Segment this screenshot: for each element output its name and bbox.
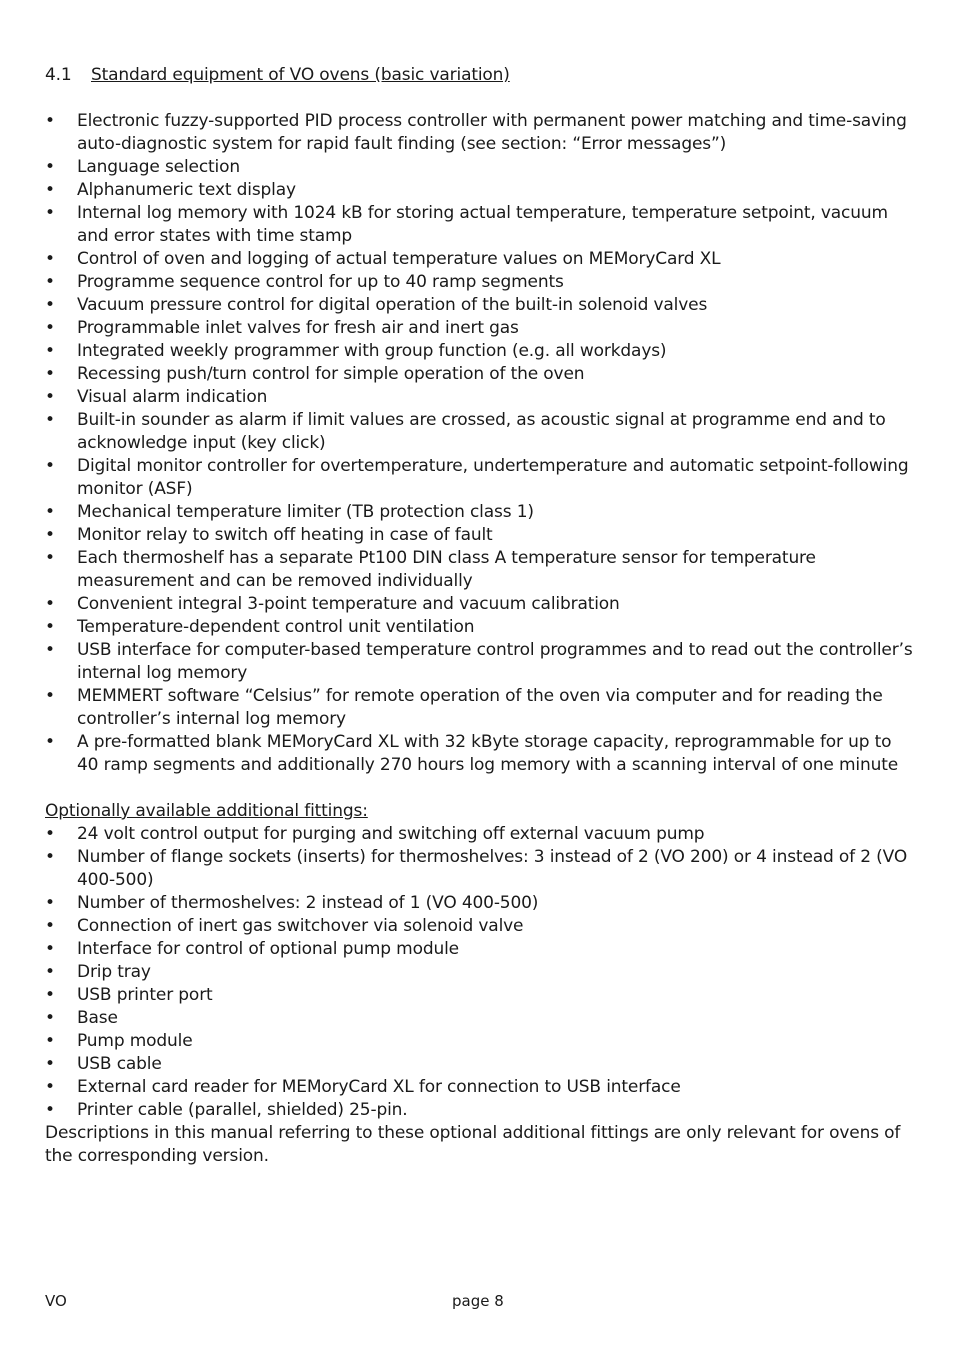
list-item bbox=[45, 1076, 915, 1099]
list-item bbox=[45, 317, 915, 340]
list-item bbox=[45, 248, 915, 271]
bullet-icon: • bbox=[45, 502, 55, 522]
list-item-text: Built-in sounder as alarm if limit values are crossed, as acoustic signal at programme end and to acknowledge input (key click) bbox=[77, 410, 886, 453]
spacer bbox=[45, 87, 915, 110]
bullet-icon: • bbox=[45, 1054, 55, 1074]
bullet-icon: • bbox=[45, 939, 55, 959]
bullet-icon: • bbox=[45, 1100, 55, 1120]
bullet-icon: • bbox=[45, 847, 55, 867]
list-item bbox=[45, 156, 915, 179]
list-item-text: Alphanumeric text display bbox=[77, 180, 296, 200]
list-item bbox=[45, 501, 915, 524]
list-item bbox=[45, 915, 915, 938]
bullet-icon: • bbox=[45, 985, 55, 1005]
bullet-icon: • bbox=[45, 272, 55, 292]
list-item-text: Electronic fuzzy-supported PID process controller with permanent power matching and time-saving auto-diagnostic system for rapid fault finding (see section: “Error messages”) bbox=[77, 111, 907, 154]
list-item bbox=[45, 593, 915, 616]
bullet-icon: • bbox=[45, 180, 55, 200]
bullet-icon: • bbox=[45, 249, 55, 269]
list-item-text: USB interface for computer-based temperature control programmes and to read out the controller’s internal log memory bbox=[77, 640, 913, 683]
list-item-text: Temperature-dependent control unit ventilation bbox=[77, 617, 475, 637]
list-item bbox=[45, 823, 915, 846]
list-item bbox=[45, 271, 915, 294]
list-item-text: Visual alarm indication bbox=[77, 387, 268, 407]
footer-page-number: page 8 bbox=[452, 1292, 504, 1310]
list-item-text: Connection of inert gas switchover via solenoid valve bbox=[77, 916, 524, 936]
bullet-icon: • bbox=[45, 824, 55, 844]
bullet-icon: • bbox=[45, 111, 55, 131]
bullet-icon: • bbox=[45, 640, 55, 660]
list-item bbox=[45, 685, 915, 731]
list-item-text: Printer cable (parallel, shielded) 25-pin. bbox=[77, 1100, 408, 1120]
list-item-text: Each thermoshelf has a separate Pt100 DIN class A temperature sensor for temperature measurement and can be removed individually bbox=[77, 548, 816, 591]
bullet-icon: • bbox=[45, 617, 55, 637]
list-item bbox=[45, 1007, 915, 1030]
list-item bbox=[45, 386, 915, 409]
bullet-icon: • bbox=[45, 893, 55, 913]
list-item bbox=[45, 731, 915, 777]
document-page bbox=[45, 64, 915, 1168]
list-item bbox=[45, 984, 915, 1007]
bullet-icon: • bbox=[45, 548, 55, 568]
bullet-icon: • bbox=[45, 157, 55, 177]
bullet-icon: • bbox=[45, 1008, 55, 1028]
bullet-icon: • bbox=[45, 962, 55, 982]
bullet-icon: • bbox=[45, 1077, 55, 1097]
list-item-text: Base bbox=[77, 1008, 118, 1028]
bullet-icon: • bbox=[45, 295, 55, 315]
list-item bbox=[45, 547, 915, 593]
list-item-text: Control of oven and logging of actual temperature values on MEMoryCard XL bbox=[77, 249, 721, 269]
list-item bbox=[45, 110, 915, 156]
footer-model: VO bbox=[45, 1292, 67, 1310]
list-item-text: A pre-formatted blank MEMoryCard XL with 32 kByte storage capacity, reprogrammable for up to 40 ramp segments and additionally 270 hours log memory with a scanning interval of one minute bbox=[77, 732, 899, 775]
list-item-text: Number of thermoshelves: 2 instead of 1 (VO 400-500) bbox=[77, 893, 539, 913]
list-item-text: 24 volt control output for purging and switching off external vacuum pump bbox=[77, 824, 705, 844]
standard-equipment-list bbox=[45, 110, 915, 777]
bullet-icon: • bbox=[45, 203, 55, 223]
list-item bbox=[45, 524, 915, 547]
list-item-text: USB printer port bbox=[77, 985, 213, 1005]
list-item bbox=[45, 455, 915, 501]
bullet-icon: • bbox=[45, 410, 55, 430]
bullet-icon: • bbox=[45, 1031, 55, 1051]
closing-note: Descriptions in this manual referring to these optional additional fittings are only relevant for ovens of the corresponding version. bbox=[45, 1123, 901, 1166]
list-item-text: Vacuum pressure control for digital operation of the built-in solenoid valves bbox=[77, 295, 708, 315]
list-item-text: Drip tray bbox=[77, 962, 151, 982]
list-item bbox=[45, 846, 915, 892]
bullet-icon: • bbox=[45, 456, 55, 476]
bullet-icon: • bbox=[45, 916, 55, 936]
spacer bbox=[45, 777, 915, 800]
section-heading bbox=[45, 64, 915, 87]
list-item bbox=[45, 363, 915, 386]
list-item-text: Mechanical temperature limiter (TB protection class 1) bbox=[77, 502, 534, 522]
list-item bbox=[45, 639, 915, 685]
section-number: 4.1 bbox=[45, 65, 72, 85]
bullet-icon: • bbox=[45, 387, 55, 407]
list-item-text: Monitor relay to switch off heating in case of fault bbox=[77, 525, 493, 545]
optional-fittings-list bbox=[45, 823, 915, 1122]
list-item-text: Internal log memory with 1024 kB for storing actual temperature, temperature setpoint, vacuum and error states with time stamp bbox=[77, 203, 888, 246]
list-item-text: Recessing push/turn control for simple operation of the oven bbox=[77, 364, 585, 384]
list-item bbox=[45, 340, 915, 363]
list-item-text: Language selection bbox=[77, 157, 241, 177]
list-item bbox=[45, 938, 915, 961]
list-item-text: Integrated weekly programmer with group function (e.g. all workdays) bbox=[77, 341, 667, 361]
list-item-text: External card reader for MEMoryCard XL for connection to USB interface bbox=[77, 1077, 681, 1097]
list-item-text: Number of flange sockets (inserts) for thermoshelves: 3 instead of 2 (VO 200) or 4 instead of 2 (VO 400-500) bbox=[77, 847, 908, 890]
list-item bbox=[45, 1053, 915, 1076]
list-item-text: USB cable bbox=[77, 1054, 162, 1074]
bullet-icon: • bbox=[45, 341, 55, 361]
list-item-text: Digital monitor controller for overtemperature, undertemperature and automatic setpoint-following monitor (ASF) bbox=[77, 456, 909, 499]
list-item bbox=[45, 892, 915, 915]
bullet-icon: • bbox=[45, 732, 55, 752]
bullet-icon: • bbox=[45, 686, 55, 706]
list-item bbox=[45, 202, 915, 248]
bullet-icon: • bbox=[45, 364, 55, 384]
list-item bbox=[45, 961, 915, 984]
list-item-text: Pump module bbox=[77, 1031, 193, 1051]
bullet-icon: • bbox=[45, 594, 55, 614]
bullet-icon: • bbox=[45, 318, 55, 338]
list-item bbox=[45, 1030, 915, 1053]
list-item bbox=[45, 616, 915, 639]
bullet-icon: • bbox=[45, 525, 55, 545]
section-title: Standard equipment of VO ovens (basic variation) bbox=[91, 65, 510, 85]
list-item bbox=[45, 294, 915, 317]
list-item bbox=[45, 179, 915, 202]
list-item-text: Convenient integral 3-point temperature and vacuum calibration bbox=[77, 594, 620, 614]
list-item-text: Interface for control of optional pump module bbox=[77, 939, 459, 959]
list-item-text: Programmable inlet valves for fresh air and inert gas bbox=[77, 318, 519, 338]
list-item bbox=[45, 1099, 915, 1122]
optional-fittings-heading: Optionally available additional fittings: bbox=[45, 801, 368, 821]
list-item-text: MEMMERT software “Celsius” for remote operation of the oven via computer and for reading the controller’s internal log memory bbox=[77, 686, 883, 729]
list-item bbox=[45, 409, 915, 455]
list-item-text: Programme sequence control for up to 40 ramp segments bbox=[77, 272, 564, 292]
